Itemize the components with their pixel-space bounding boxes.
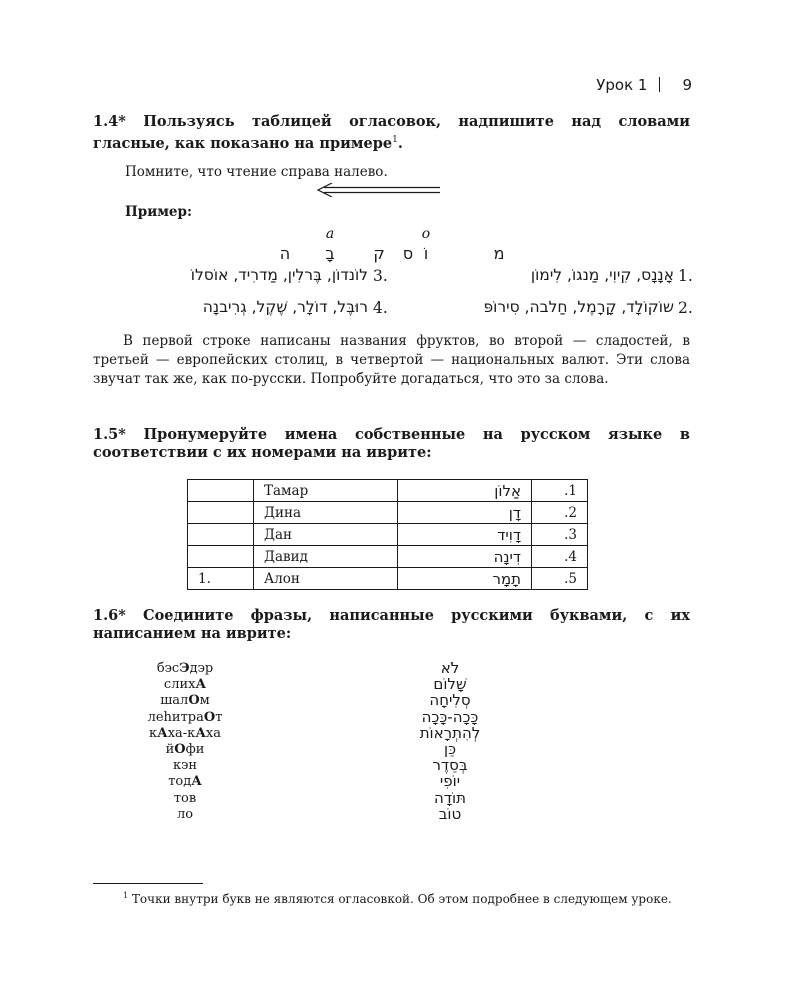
russian-phrase: кэн — [172, 758, 198, 774]
left-arrow-icon — [316, 183, 440, 197]
table-row — [188, 524, 588, 546]
answer-cell[interactable] — [188, 524, 254, 546]
page-number: 9 — [682, 76, 692, 94]
hebrew-number: .4 — [532, 546, 588, 568]
page-header — [596, 76, 692, 94]
names-table — [187, 479, 588, 590]
russian-phrase: шалОм — [160, 693, 210, 709]
task-text: Соедините фразы, написанные русскими буквами, с их написанием на иврите: — [93, 607, 690, 642]
task-1-5-heading — [93, 426, 690, 462]
hebrew-number: .2 — [532, 502, 588, 524]
line-number: 1. — [678, 267, 693, 285]
russian-phrase: ло — [176, 806, 194, 822]
task-number: 1.4* — [93, 113, 126, 130]
hebrew-name: אַלוֹן — [494, 481, 521, 500]
lesson-title: Урок 1 — [596, 76, 648, 94]
footnote-mark: 1 — [123, 891, 129, 900]
hebrew-name: תָמָר — [492, 569, 521, 588]
task-1-4-paragraph: В первой строке написаны названия фруктов, во второй — сладостей, в третьей — европейских столиц, в четвертой — национальных валют. Эти слова звучат так же, как по-русски. Попробуйте догадаться, что это за слова. — [93, 333, 690, 387]
russian-phrase: бэсЭдэр — [156, 661, 214, 676]
reading-direction-note: Помните, что чтение справа налево. — [125, 164, 388, 180]
line-number: 2. — [678, 299, 693, 317]
russian-name: Тамар — [254, 480, 398, 502]
example-vowel: a — [325, 226, 335, 242]
table-row — [188, 480, 588, 502]
example-letter: בָ — [325, 244, 335, 263]
russian-phrase: кАха-кАха — [148, 725, 221, 741]
task-1-6-heading — [93, 607, 690, 643]
example-letter: וֹ — [423, 244, 429, 263]
hebrew-name: דִינָה — [493, 547, 521, 566]
hebrew-name: דָן — [508, 503, 521, 522]
answer-cell[interactable] — [188, 480, 254, 502]
hebrew-number: .1 — [532, 480, 588, 502]
russian-name: Давид — [254, 546, 398, 568]
russian-phrase: йОфи — [165, 742, 205, 758]
hebrew-phrase: סְלִיחָה — [429, 691, 471, 710]
hebrew-phrase: שָׁלוֹם — [433, 675, 467, 694]
header-separator — [659, 77, 660, 92]
task-text: Пользуясь таблицей огласовок, надпишите над словами гласные, как показано на примере — [93, 113, 690, 152]
table-row — [188, 546, 588, 568]
russian-phrases-column — [125, 661, 245, 823]
hebrew-number: .5 — [532, 568, 588, 590]
example-letter: מ — [493, 244, 505, 263]
russian-phrase: тов — [173, 790, 197, 806]
line-number: 4. — [373, 299, 388, 317]
russian-phrase: леhитраОт — [147, 709, 223, 725]
hebrew-phrase: לֹא — [440, 659, 460, 677]
hebrew-name: דָוִיד — [497, 525, 521, 544]
hebrew-phrase: לְהִתְרָאוֹת — [419, 723, 481, 742]
footnote-mark: 1 — [392, 135, 398, 145]
russian-name: Дина — [254, 502, 398, 524]
hebrew-phrase: תּוֹדָה — [434, 788, 466, 807]
answer-cell[interactable] — [188, 502, 254, 524]
table-row — [188, 502, 588, 524]
footnote-text: Точки внутри букв не являются огласовкой. Об этом подробнее в следующем уроке. — [131, 892, 672, 906]
hebrew-words-line-1: אָנָנָס, קִיוִי, מַנגוֹ, לִימוֹן — [530, 266, 674, 284]
hebrew-phrase: טוֹב — [438, 804, 462, 823]
example-letter: ק — [373, 244, 385, 263]
hebrew-phrase: כֵּן — [443, 740, 457, 759]
task-1-4-heading: 1.4* Пользуясь таблицей огласовок, надпишите над словами гласные, как показано на примере$^1$. — [93, 113, 690, 152]
hebrew-words-line-3: לוֹנדוֹן, בֶּרלִין, מַדרִיד, אוֹסלוֹ — [190, 266, 368, 284]
hebrew-phrase: כָּכָה-כָּכָה — [421, 707, 479, 726]
footnote-divider — [93, 883, 203, 884]
example-letter: ה — [279, 244, 291, 263]
footnote — [93, 887, 690, 908]
hebrew-number: .3 — [532, 524, 588, 546]
answer-cell[interactable] — [188, 546, 254, 568]
task-text: Пронумеруйте имена собственные на русском языке в соответствии с их номерами на иврите: — [93, 426, 690, 461]
russian-phrase: слихА — [163, 677, 207, 693]
hebrew-phrases-column — [400, 660, 500, 822]
example-vowel: o — [421, 226, 431, 242]
russian-name: Дан — [254, 524, 398, 546]
russian-phrase: тодА — [168, 774, 202, 790]
task-number: 1.5* — [93, 426, 126, 443]
example-label: Пример: — [125, 204, 192, 220]
line-number: 3. — [373, 267, 388, 285]
hebrew-words-line-4: רוּבֶּל, דוֹלָר, שֶׁקֶל, גְרִיבנָה — [202, 298, 368, 316]
table-row — [188, 568, 588, 590]
hebrew-phrase: יוֹפִי — [439, 772, 461, 791]
russian-name: Алон — [254, 568, 398, 590]
example-letter: ס — [402, 244, 414, 263]
hebrew-words-line-2: שוֹקוֹלָד, קָרָמֶל, חַלבה, סִירוֹפּ — [483, 298, 674, 316]
hebrew-phrase: בְּסֵדֶר — [432, 756, 468, 775]
answer-cell[interactable]: 1. — [188, 568, 254, 590]
task-number: 1.6* — [93, 607, 126, 624]
